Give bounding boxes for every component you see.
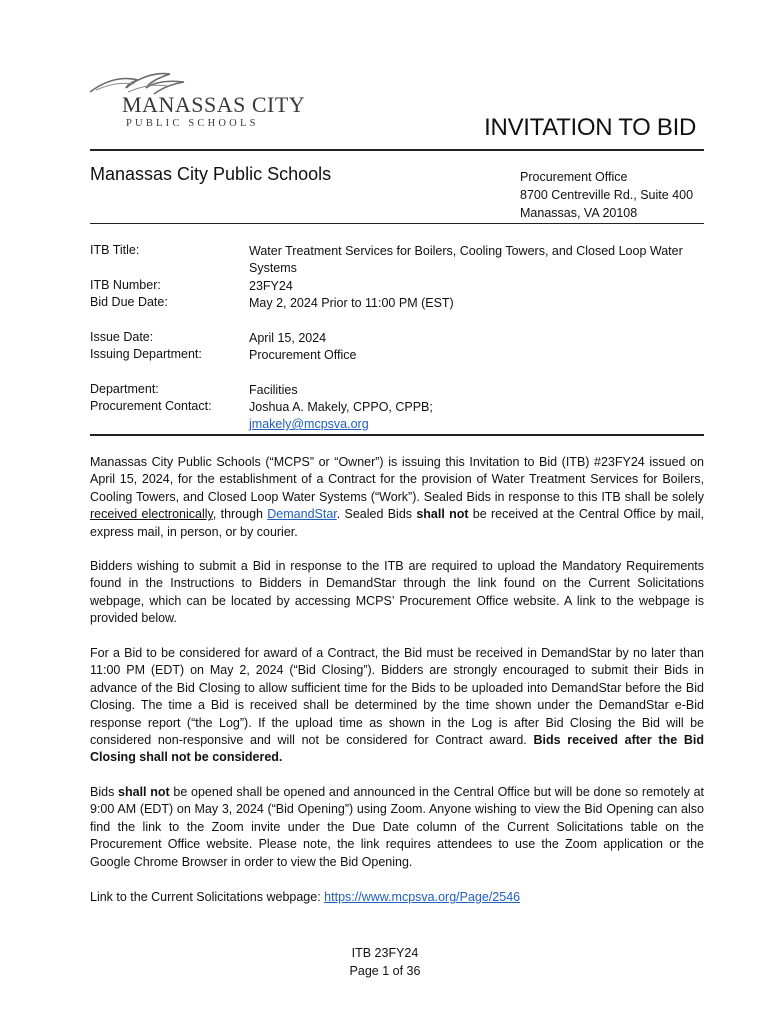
para-text: Manassas City Public Schools (“MCPS” or “Owner”) is issuing this Invitation to Bid (ITB) #23FY24 issued on April 15, 2024, for the establishment of a Contract for the provision of Water Treatment Services for Boilers, Cooling Towers, and Closed Loop Water Systems (“Work”). Sealed Bids in response to this ITB shall be solely bbox=[90, 455, 704, 504]
divider-top bbox=[90, 149, 704, 151]
logo-subtitle: PUBLIC SCHOOLS bbox=[126, 118, 259, 129]
para-text: For a Bid to be considered for award of a Contract, the Bid must be received in DemandStar by no later than 11:00 PM (EDT) on May 2, 2024 (“Bid Closing”). Bidders are strongly encouraged to submit their Bids in advance of the Bid Closing to allow sufficient time for the Bids to be uploaded into DemandStar before the Bid Closing. The time a Bid is received shall be determined by the time shown under the DemandStar e-Bid response report (“the Log”). If the upload time as shown in the Log is after Bid Closing the Bid will be considered non-responsive and will not be considered for Contract award. bbox=[90, 646, 704, 748]
info-value: Procurement Office bbox=[249, 348, 357, 362]
info-value: April 15, 2024 bbox=[249, 331, 327, 345]
bold-text: shall not bbox=[416, 507, 469, 522]
page-footer bbox=[0, 944, 770, 980]
para-text: , through bbox=[212, 507, 268, 522]
info-value: Facilities bbox=[249, 383, 298, 397]
office-line-2: 8700 Centreville Rd., Suite 400 bbox=[520, 188, 694, 202]
footer-itb-number: ITB 23FY24 bbox=[351, 946, 419, 960]
para-text: Link to the Current Solicitations webpage: bbox=[90, 890, 325, 904]
solicitations-link[interactable]: https://www.mcpsva.org/Page/2546 bbox=[324, 890, 521, 904]
para-text: Bids bbox=[90, 785, 119, 799]
info-value: Joshua A. Makely, CPPO, CPPB; bbox=[249, 400, 433, 414]
school-logo bbox=[88, 70, 306, 138]
organization-name: Manassas City Public Schools bbox=[90, 164, 332, 184]
info-label: Issue Date: bbox=[90, 330, 154, 344]
info-label: Issuing Department: bbox=[90, 347, 202, 361]
info-label: Department: bbox=[90, 382, 159, 396]
info-value: 23FY24 bbox=[249, 279, 293, 293]
document-title: INVITATION TO BID bbox=[484, 114, 696, 141]
footer-page-number: Page 1 of 36 bbox=[349, 964, 421, 978]
para-text: be opened shall be opened and announced in the Central Office but will be done so remotely at 9:00 AM (EDT) on May 3, 2024 (“Bid Opening”) using Zoom. Anyone wishing to view the Bid Opening can also find the link to the Zoom invite under the Due Date column of the Current Solicitations table on the Procurement Office website. Please note, the link requires attendees to use the Zoom application or the Google Chrome Browser in order to view the Bid Opening. bbox=[90, 785, 704, 869]
underlined-text: received electronically bbox=[90, 507, 213, 522]
info-label: ITB Number: bbox=[90, 278, 161, 292]
logo-name: MANASSAS CITY bbox=[122, 92, 306, 117]
para-text: Bidders wishing to submit a Bid in response to the ITB are required to upload the Mandatory Requirements found in the Instructions to Bidders in DemandStar through the link found on the Current Solicitations webpage, which can be located by accessing MCPS’ Procurement Office website. A link to the webpage is provided below. bbox=[90, 559, 704, 626]
paragraph-bid-closing bbox=[90, 645, 704, 767]
para-text: be received at the Central Office by mail, express mail, in person, or by courier. bbox=[90, 507, 704, 539]
info-label: Bid Due Date: bbox=[90, 295, 168, 309]
divider-middle bbox=[90, 223, 704, 224]
info-value: May 2, 2024 Prior to 11:00 PM (EST) bbox=[249, 296, 454, 310]
bold-text: Bids received after the Bid Closing shall not be considered. bbox=[90, 733, 704, 765]
bold-text: shall not bbox=[118, 785, 170, 799]
info-label: ITB Title: bbox=[90, 243, 140, 257]
office-line-3: Manassas, VA 20108 bbox=[520, 206, 638, 220]
office-line-1: Procurement Office bbox=[520, 170, 628, 184]
info-value: Water Treatment Services for Boilers, Cooling Towers, and Closed Loop Water Systems bbox=[249, 244, 683, 275]
paragraph-bid-opening bbox=[90, 784, 704, 871]
paragraph-solicitations-link bbox=[90, 889, 704, 906]
office-address bbox=[520, 168, 693, 222]
para-text: . Sealed Bids bbox=[336, 507, 417, 522]
paragraph-requirements bbox=[90, 558, 704, 628]
paragraph-intro bbox=[90, 454, 704, 541]
demandstar-link[interactable]: DemandStar bbox=[267, 507, 337, 522]
divider-bottom bbox=[90, 434, 704, 436]
contact-email-link[interactable]: jmakely@mcpsva.org bbox=[249, 417, 369, 431]
info-label: Procurement Contact: bbox=[90, 399, 212, 413]
